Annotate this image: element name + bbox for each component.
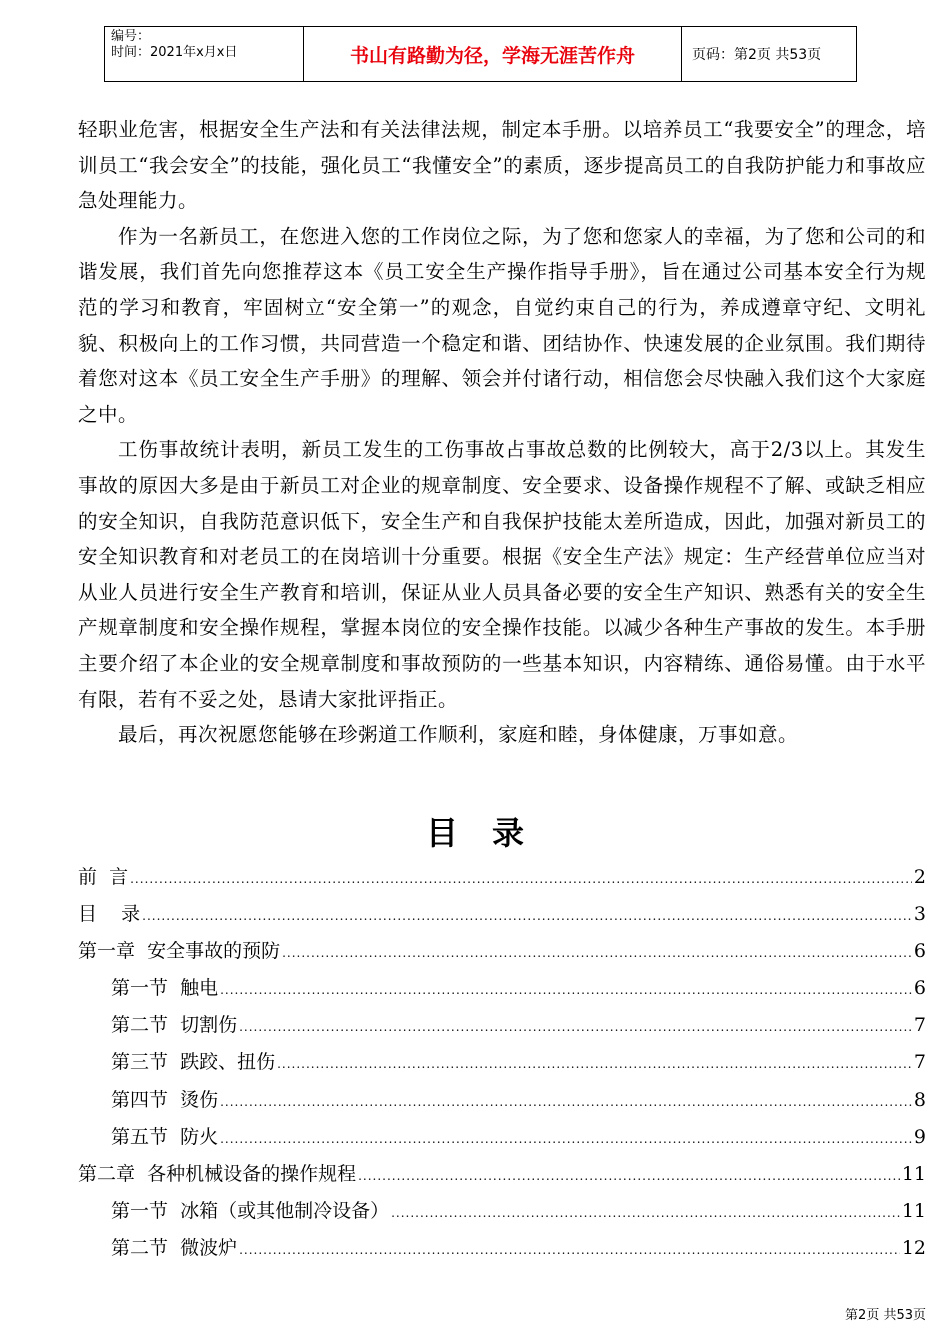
paragraph: 作为一名新员工，在您进入您的工作岗位之际，为了您和您家人的幸福，为了您和公司的和谐发展，我们首先向您推荐这本《员工安全生产操作指导手册》，旨在通过公司基本安全行为规范的学习和教育，牢固树立“安全第一”的观念，自觉约束自己的行为，养成遵章守纪、文明礼貌、积极向上的工作习惯，共同营造一个稳定和谐、团结协作、快速发展的企业氛围。我们期待着您对这本《员工安全生产手册》的理解、领会并付诸行动，相信您会尽快融入我们这个大家庭之中。	[78, 224, 926, 426]
header-meta	[105, 27, 304, 81]
toc-entry-label: 第三节 跌跤、扭伤	[111, 1051, 276, 1074]
toc-entry[interactable]	[78, 1085, 926, 1122]
table-of-contents	[78, 862, 926, 1270]
toc-leader-dots	[239, 1020, 912, 1034]
toc-leader-dots	[220, 1132, 912, 1146]
toc-entry[interactable]	[78, 899, 926, 936]
toc-leader-dots	[239, 1243, 900, 1257]
toc-leader-dots	[277, 1057, 912, 1071]
paragraph: 最后，再次祝愿您能够在珍粥道工作顺利，家庭和睦，身体健康，万事如意。	[118, 723, 799, 747]
toc-entry-page: 12	[901, 1236, 926, 1259]
toc-entry-page: 7	[913, 1051, 926, 1074]
toc-entry-label: 第五节 防火	[111, 1125, 219, 1148]
toc-leader-dots	[142, 909, 912, 923]
body-text	[78, 112, 926, 753]
paragraph: 工伤事故统计表明，新员工发生的工伤事故占事故总数的比例较大，高于2/3以上。其发生事故的原因大多是由于新员工对企业的规章制度、安全要求、设备操作规程不了解、或缺乏相应的安全知识，自我防范意识低下，安全生产和自我保护技能太差所造成，因此，加强对新员工的安全知识教育和对老员工的在岗培训十分重要。根据《安全生产法》规定：生产经营单位应当对从业人员进行安全生产教育和培训，保证从业人员具备必要的安全生产知识、熟悉有关的安全生产规章制度和安全操作规程，掌握本岗位的安全操作技能。以减少各种生产事故的发生。本手册主要介绍了本企业的安全规章制度和事故预防的一些基本知识，内容精练、通俗易懂。由于水平有限，若有不妥之处，恳请大家批评指正。	[78, 438, 926, 711]
toc-entry-page: 2	[913, 866, 926, 888]
toc-entry-label: 第四节 烫伤	[111, 1088, 219, 1111]
toc-leader-dots	[130, 872, 912, 886]
toc-leader-dots	[391, 1206, 900, 1220]
page-header	[104, 26, 857, 82]
page-footer: 第2页 共53页	[845, 1308, 926, 1323]
header-motto: 书山有路勤为径，学海无涯苦作舟	[304, 27, 682, 81]
toc-entry-label: 第一章 安全事故的预防	[78, 940, 281, 963]
number-label: 编号：	[111, 29, 151, 44]
toc-title: 目录	[425, 814, 558, 852]
paragraph: 轻职业危害，根据安全生产法和有关法律法规，制定本手册。以培养员工“我要安全”的理念，培训员工“我会安全”的技能，强化员工“我懂安全”的素质，逐步提高员工的自我防护能力和事故应急处理能力。	[78, 118, 926, 213]
toc-entry-page: 6	[913, 940, 926, 963]
toc-entry-page: 6	[913, 977, 926, 1000]
toc-entry[interactable]	[78, 1047, 926, 1084]
toc-entry[interactable]	[78, 936, 926, 973]
toc-entry-page: 8	[913, 1088, 926, 1111]
toc-entry-page: 9	[913, 1125, 926, 1148]
toc-entry[interactable]	[78, 1159, 926, 1196]
toc-entry-page: 3	[913, 903, 926, 926]
toc-leader-dots	[220, 1095, 912, 1109]
toc-entry-page: 7	[913, 1014, 926, 1037]
toc-entry-label: 前 言	[78, 866, 129, 888]
time-label: 时间：2021年x月x日	[111, 45, 238, 60]
toc-leader-dots	[220, 983, 912, 997]
toc-entry[interactable]	[78, 973, 926, 1010]
toc-entry-label: 第二节 切割伤	[111, 1014, 238, 1037]
toc-leader-dots	[282, 946, 912, 960]
toc-entry-label: 第二节 微波炉	[111, 1236, 238, 1259]
toc-leader-dots	[358, 1169, 900, 1183]
toc-entry-page: 11	[901, 1162, 926, 1185]
header-page-info: 页码：第2页 共53页	[692, 47, 822, 63]
toc-entry-page: 11	[901, 1199, 926, 1222]
toc-entry-label: 目 录	[78, 903, 141, 926]
toc-entry-label: 第一节 触电	[111, 977, 219, 1000]
toc-entry-label: 第二章 各种机械设备的操作规程	[78, 1162, 357, 1185]
toc-entry[interactable]	[78, 862, 926, 899]
toc-entry[interactable]	[78, 1010, 926, 1047]
toc-entry[interactable]	[78, 1122, 926, 1159]
toc-entry-label: 第一节 冰箱（或其他制冷设备）	[111, 1199, 390, 1222]
toc-entry[interactable]	[78, 1233, 926, 1270]
toc-entry[interactable]	[78, 1196, 926, 1233]
